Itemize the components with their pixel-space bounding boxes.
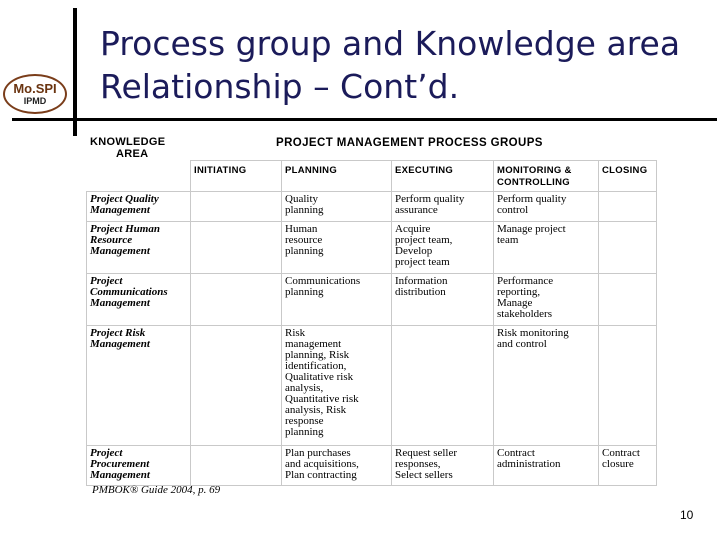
closing-cell: Contract closure [599,446,657,486]
closing-cell [599,222,657,274]
source-citation: PMBOK® Guide 2004, p. 69 [92,484,221,496]
executing-cell: Information distribution [392,274,494,326]
page-number: 10 [680,508,694,522]
closing-cell [599,274,657,326]
table-row [87,274,657,326]
knowledge-area-cell: Project Quality Management [87,192,191,222]
header-vertical-rule [73,8,77,136]
closing-cell [599,192,657,222]
knowledge-area-header-line-2: AREA [116,148,149,160]
planning-cell: Plan purchases and acquisitions, Plan contracting [282,446,392,486]
column-header-closing: CLOSING [599,161,657,192]
column-header-planning: PLANNING [282,161,392,192]
column-header-blank [87,161,191,192]
knowledge-area-cell: Project Procurement Management [87,446,191,486]
knowledge-area-header [90,136,200,160]
logo-top-text: Mo.SPI [13,80,57,96]
planning-cell: Communications planning [282,274,392,326]
header-horizontal-rule [12,118,717,121]
executing-cell [392,326,494,446]
knowledge-area-cell: Project Human Resource Management [87,222,191,274]
executing-cell: Request seller responses, Select sellers [392,446,494,486]
table-row [87,446,657,486]
monitoring-cell: Performance reporting, Manage stakeholders [494,274,599,326]
table-row [87,326,657,446]
knowledge-area-header-line-1: KNOWLEDGE [90,136,166,148]
initiating-cell [191,192,282,222]
executing-cell: Perform quality assurance [392,192,494,222]
table-row [87,222,657,274]
planning-cell: Quality planning [282,192,392,222]
title-line-1: Process group and Knowledge area [100,24,681,63]
table-row [87,192,657,222]
column-header-initiating: INITIATING [191,161,282,192]
table-super-header [86,132,658,160]
column-header-row [87,161,657,192]
monitoring-cell: Risk monitoring and control [494,326,599,446]
initiating-cell [191,446,282,486]
executing-cell: Acquire project team, Develop project team [392,222,494,274]
mospi-logo [3,74,67,114]
column-header-monitoring: MONITORING & CONTROLLING [494,161,599,192]
title-line-2: Relationship – Cont’d. [100,67,460,106]
process-knowledge-table-figure [86,132,658,481]
monitoring-cell: Perform quality control [494,192,599,222]
process-knowledge-table [86,160,657,486]
closing-cell [599,326,657,446]
slide-title [100,22,710,108]
planning-cell: Risk management planning, Risk identification, Qualitative risk analysis, Quantitative risk analysis, Risk response planning [282,326,392,446]
planning-cell: Human resource planning [282,222,392,274]
initiating-cell [191,222,282,274]
initiating-cell [191,326,282,446]
monitoring-cell: Manage project team [494,222,599,274]
knowledge-area-cell: Project Risk Management [87,326,191,446]
column-header-executing: EXECUTING [392,161,494,192]
initiating-cell [191,274,282,326]
process-groups-header: PROJECT MANAGEMENT PROCESS GROUPS [276,137,543,149]
monitoring-cell: Contract administration [494,446,599,486]
knowledge-area-cell: Project Communications Management [87,274,191,326]
logo-bottom-text: IPMD [23,95,47,106]
